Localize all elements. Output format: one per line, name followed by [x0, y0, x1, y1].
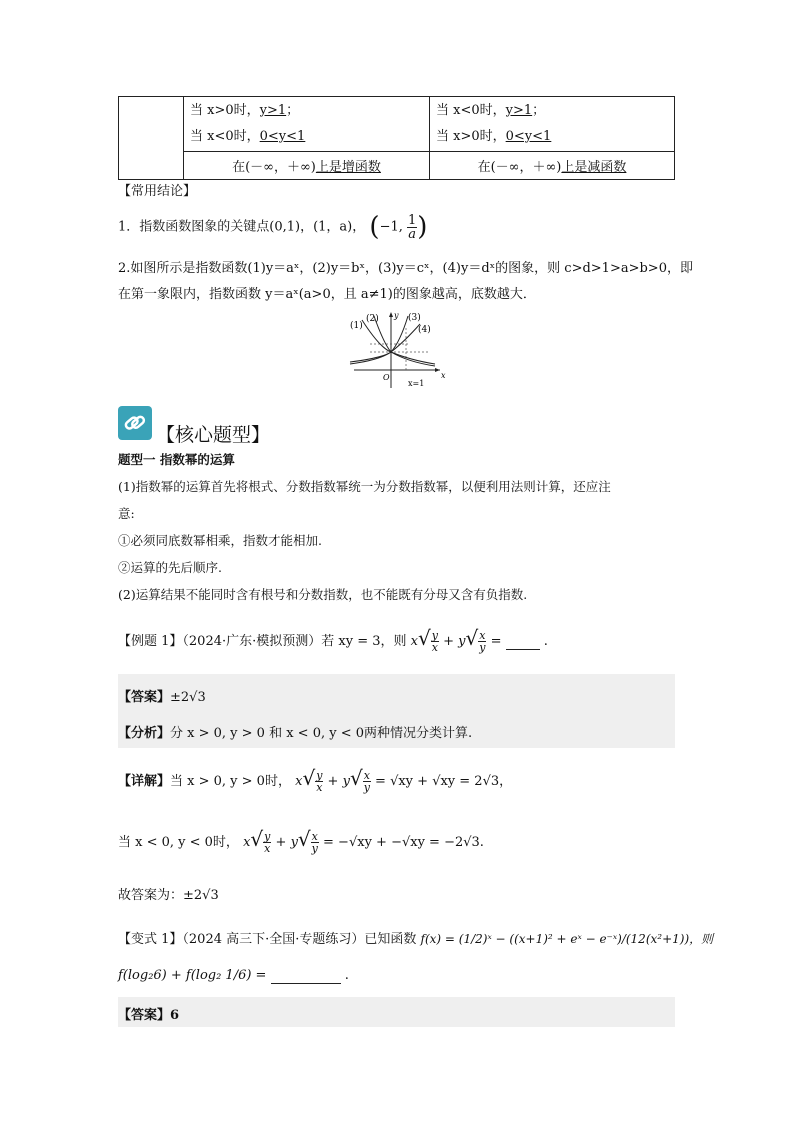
- answer-blank: [506, 634, 540, 650]
- conclusion-2b: 在第一象限内，指数函数 y＝aˣ(a>0，且 a≠1)的图象越高，底数越大．: [118, 287, 536, 302]
- example-1: 【例题 1】（2024·广东·模拟预测）若 xy = 3，则 x√ $\frac{y}{x}$ + y√ $\frac{x}{y}$ = .: [118, 626, 548, 654]
- method-para-3: ②运算的先后顺序.: [118, 560, 222, 575]
- link-icon: [118, 406, 152, 440]
- conclusion-1: 1．指数函数图象的关键点(0,1)，(1，a)， (−1, $\frac{1}{a}$ ): [118, 212, 428, 242]
- example-1-detail-1: 【详解】当 x > 0, y > 0时， x√ $\frac{y}{x}$ + y√ $\frac{x}{y}$ = √xy + √xy = 2√3，: [118, 766, 513, 794]
- method-para-1b: 意:: [118, 506, 135, 521]
- example-1-lead: 【例题 1】（2024·广东·模拟预测）若 xy = 3，则: [118, 634, 407, 649]
- example-1-final: 故答案为：±2√3: [118, 888, 219, 903]
- x-axis-label: x: [441, 371, 446, 380]
- example-1-analysis: 【分析】分 x > 0, y > 0 和 x < 0, y < 0两种情况分类计算.: [118, 726, 473, 741]
- conclusion-2a: 2.如图所示是指数函数(1)y＝aˣ，(2)y＝bˣ，(3)y＝cˣ，(4)y＝dˣ的图象，则 c>d>1>a>b>0，即: [118, 261, 693, 276]
- method-para-4: (2)运算结果不能同时含有根号和分数指数，也不能既有分母又含有负指数.: [118, 587, 528, 602]
- variant-1: 【变式 1】（2024 高三下·全国·专题练习）已知函数 f(x) = (1/2)ˣ − ((x+1)² + eˣ − e⁻ˣ)/(12(x²+1))，则: [118, 932, 714, 947]
- variant-1-blank: [271, 968, 341, 984]
- label-3: (3): [408, 313, 421, 323]
- properties-table: [118, 96, 675, 180]
- table-cell-a-gt1: 当 x>0时，y>1； 当 x<0时，0<y<1: [184, 97, 430, 152]
- variant-1-answer-box: [118, 997, 675, 1027]
- variant-1-answer: 【答案】6: [118, 1008, 180, 1023]
- table-cell-decreasing: 在(－∞，＋∞)上是减函数: [430, 152, 675, 180]
- method-para-2: ①必须同底数幂相乘，指数才能相加.: [118, 533, 322, 548]
- conclusions-title: 【常用结论】: [118, 184, 197, 199]
- table-empty-cell: [119, 97, 184, 180]
- variant-1-line-2: f(log₂6) + f(log₂ 1/6) = .: [118, 968, 349, 983]
- label-1: (1): [350, 321, 363, 331]
- label-4: (4): [418, 325, 431, 335]
- method-para-1a: (1)指数幂的运算首先将根式、分数指数幂统一为分数指数幂，以便利用法则计算，还应注: [118, 479, 611, 494]
- section-heading: 【核心题型】: [156, 424, 271, 446]
- example-1-detail-2: 当 x < 0, y < 0时， x√ $\frac{y}{x}$ + y√ $\frac{x}{y}$ = −√xy + −√xy = −2√3.: [118, 827, 484, 855]
- question-type-title: 题型一 指数幂的运算: [118, 452, 235, 467]
- origin-label: O: [383, 373, 390, 382]
- example-1-answer: 【答案】±2√3: [118, 690, 206, 705]
- y-axis-label: y: [394, 311, 399, 320]
- table-cell-a-lt1: 当 x<0时，y>1； 当 x>0时，0<y<1: [430, 97, 675, 152]
- label-2: (2): [366, 314, 379, 324]
- x-equals-label: x=1: [408, 379, 425, 388]
- curve-2: [374, 316, 435, 366]
- table-cell-increasing: 在(－∞，＋∞)上是增函数: [184, 152, 430, 180]
- exponential-graph: [340, 308, 450, 390]
